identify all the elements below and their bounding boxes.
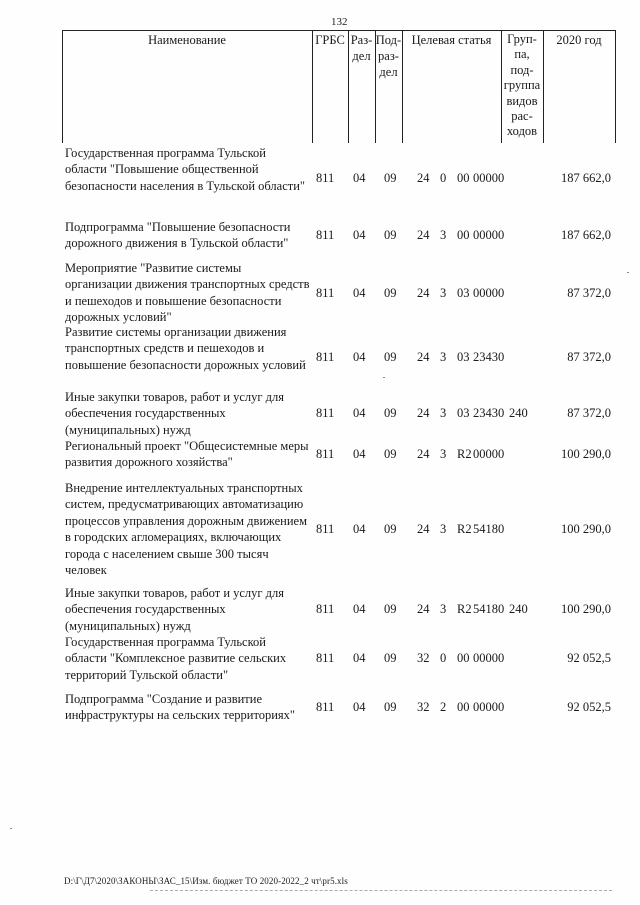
- header-razdel: Раз- дел: [350, 33, 373, 63]
- row-target-program: 24: [417, 228, 430, 242]
- row-amount: 87 372,0: [567, 286, 611, 300]
- row-grbs: 811: [316, 651, 335, 665]
- footer-rule: [150, 890, 612, 891]
- row-target-direction: 00000: [473, 286, 505, 300]
- row-target-program: 24: [417, 406, 430, 420]
- row-podrazdel: 09: [384, 700, 397, 714]
- row-target-direction: 23430: [473, 350, 505, 364]
- row-target-program: 24: [417, 286, 430, 300]
- row-target-event: R2: [457, 447, 472, 461]
- row-target-program: 24: [417, 447, 430, 461]
- row-target-direction: 00000: [473, 700, 505, 714]
- row-podrazdel: 09: [384, 406, 397, 420]
- row-razdel: 04: [353, 406, 366, 420]
- row-target-event: 03: [457, 350, 470, 364]
- row-razdel: 04: [353, 228, 366, 242]
- row-razdel: 04: [353, 350, 366, 364]
- row-podrazdel: 09: [384, 171, 397, 185]
- row-target-program: 32: [417, 700, 430, 714]
- row-expense-type: 240: [509, 602, 528, 616]
- file-path-footer: D:\Г\Д7\2020\ЗАКОНЫ\ЗАС_15\Изм. бюджет ТО 2020-2022_2 чт\pr5.xls: [64, 876, 348, 886]
- row-target-direction: 00000: [473, 228, 505, 242]
- row-amount: 100 290,0: [561, 447, 611, 461]
- row-target-event: 00: [457, 228, 470, 242]
- row-amount: 187 662,0: [561, 228, 611, 242]
- row-name: Мероприятие "Развитие системы организации движения транспортных средств и пешеходов и повышение безопасности дорожных условий": [65, 261, 310, 325]
- row-grbs: 811: [316, 447, 335, 461]
- row-name: Развитие системы организации движения транспортных средств и пешеходов и повышение безопасности дорожных условий: [65, 325, 306, 372]
- row-name: Иные закупки товаров, работ и услуг для обеспечения государственных (муниципальных) нужд: [65, 390, 285, 437]
- scan-speck: [383, 377, 385, 378]
- header-year: 2020 год: [556, 33, 602, 47]
- row-target-program: 32: [417, 651, 430, 665]
- row-target-event: 03: [457, 286, 470, 300]
- row-target-direction: 54180: [473, 522, 505, 536]
- row-grbs: 811: [316, 700, 335, 714]
- row-grbs: 811: [316, 602, 335, 616]
- page-number: 132: [331, 16, 348, 28]
- row-expense-type: 240: [509, 406, 528, 420]
- row-podrazdel: 09: [384, 228, 397, 242]
- row-target-direction: 00000: [473, 651, 505, 665]
- row-target-event: 00: [457, 171, 470, 185]
- row-target-direction: 54180: [473, 602, 505, 616]
- row-grbs: 811: [316, 350, 335, 364]
- row-target-event: R2: [457, 522, 472, 536]
- row-name: Подпрограмма "Повышение безопасности дорожного движения в Тульской области": [65, 220, 291, 251]
- row-razdel: 04: [353, 651, 366, 665]
- row-podrazdel: 09: [384, 651, 397, 665]
- row-target-program: 24: [417, 171, 430, 185]
- row-target-subprogram: 3: [440, 350, 447, 364]
- row-target-subprogram: 3: [440, 522, 447, 536]
- header-expense-group: Груп- па, под- группа видов рас- ходов: [503, 32, 541, 139]
- row-amount: 92 052,5: [567, 651, 611, 665]
- row-name: Иные закупки товаров, работ и услуг для обеспечения государственных (муниципальных) нужд: [65, 586, 285, 633]
- row-target-subprogram: 0: [440, 171, 447, 185]
- row-amount: 87 372,0: [567, 406, 611, 420]
- row-amount: 87 372,0: [567, 350, 611, 364]
- row-target-subprogram: 3: [440, 228, 447, 242]
- row-razdel: 04: [353, 522, 366, 536]
- row-razdel: 04: [353, 602, 366, 616]
- row-name: Государственная программа Тульской области "Комплексное развитие сельских территорий Тульской области": [65, 635, 287, 682]
- scan-speck: [10, 828, 12, 829]
- header-podrazdel: Под- раз- дел: [375, 33, 402, 79]
- row-grbs: 811: [316, 286, 335, 300]
- row-podrazdel: 09: [384, 286, 397, 300]
- row-razdel: 04: [353, 286, 366, 300]
- scan-speck: [627, 272, 629, 273]
- row-razdel: 04: [353, 171, 366, 185]
- row-amount: 100 290,0: [561, 602, 611, 616]
- row-target-subprogram: 3: [440, 602, 447, 616]
- row-target-event: 00: [457, 651, 470, 665]
- row-amount: 100 290,0: [561, 522, 611, 536]
- row-target-subprogram: 3: [440, 406, 447, 420]
- row-name: Государственная программа Тульской области "Повышение общественной безопасности населения в Тульской области": [65, 146, 306, 193]
- row-target-event: 00: [457, 700, 470, 714]
- row-target-direction: 00000: [473, 447, 505, 461]
- row-target-program: 24: [417, 522, 430, 536]
- header-target-article: Целевая статья: [411, 33, 492, 47]
- row-name: Подпрограмма "Создание и развитие инфраструктуры на сельских территориях": [65, 692, 296, 723]
- row-amount: 92 052,5: [567, 700, 611, 714]
- row-target-direction: 23430: [473, 406, 505, 420]
- row-target-subprogram: 0: [440, 651, 447, 665]
- row-target-subprogram: 3: [440, 286, 447, 300]
- header-grbs: ГРБС: [315, 33, 345, 47]
- row-target-direction: 00000: [473, 171, 505, 185]
- row-target-program: 24: [417, 350, 430, 364]
- row-name: Региональный проект "Общесистемные меры развития дорожного хозяйства": [65, 439, 309, 470]
- row-podrazdel: 09: [384, 602, 397, 616]
- row-podrazdel: 09: [384, 350, 397, 364]
- row-target-subprogram: 3: [440, 447, 447, 461]
- row-name: Внедрение интеллектуальных транспортных систем, предусматривающих автоматизацию процессов управления дорожным движением в городских агломерациях, включающих города с населением свыше 300 тысяч человек: [65, 481, 307, 578]
- row-grbs: 811: [316, 406, 335, 420]
- row-podrazdel: 09: [384, 522, 397, 536]
- row-podrazdel: 09: [384, 447, 397, 461]
- row-razdel: 04: [353, 700, 366, 714]
- row-grbs: 811: [316, 171, 335, 185]
- row-amount: 187 662,0: [561, 171, 611, 185]
- column-divider: [615, 30, 616, 143]
- row-target-program: 24: [417, 602, 430, 616]
- row-target-subprogram: 2: [440, 700, 447, 714]
- row-target-event: 03: [457, 406, 470, 420]
- row-target-event: R2: [457, 602, 472, 616]
- header-name: Наименование: [148, 33, 226, 47]
- row-razdel: 04: [353, 447, 366, 461]
- row-grbs: 811: [316, 228, 335, 242]
- row-grbs: 811: [316, 522, 335, 536]
